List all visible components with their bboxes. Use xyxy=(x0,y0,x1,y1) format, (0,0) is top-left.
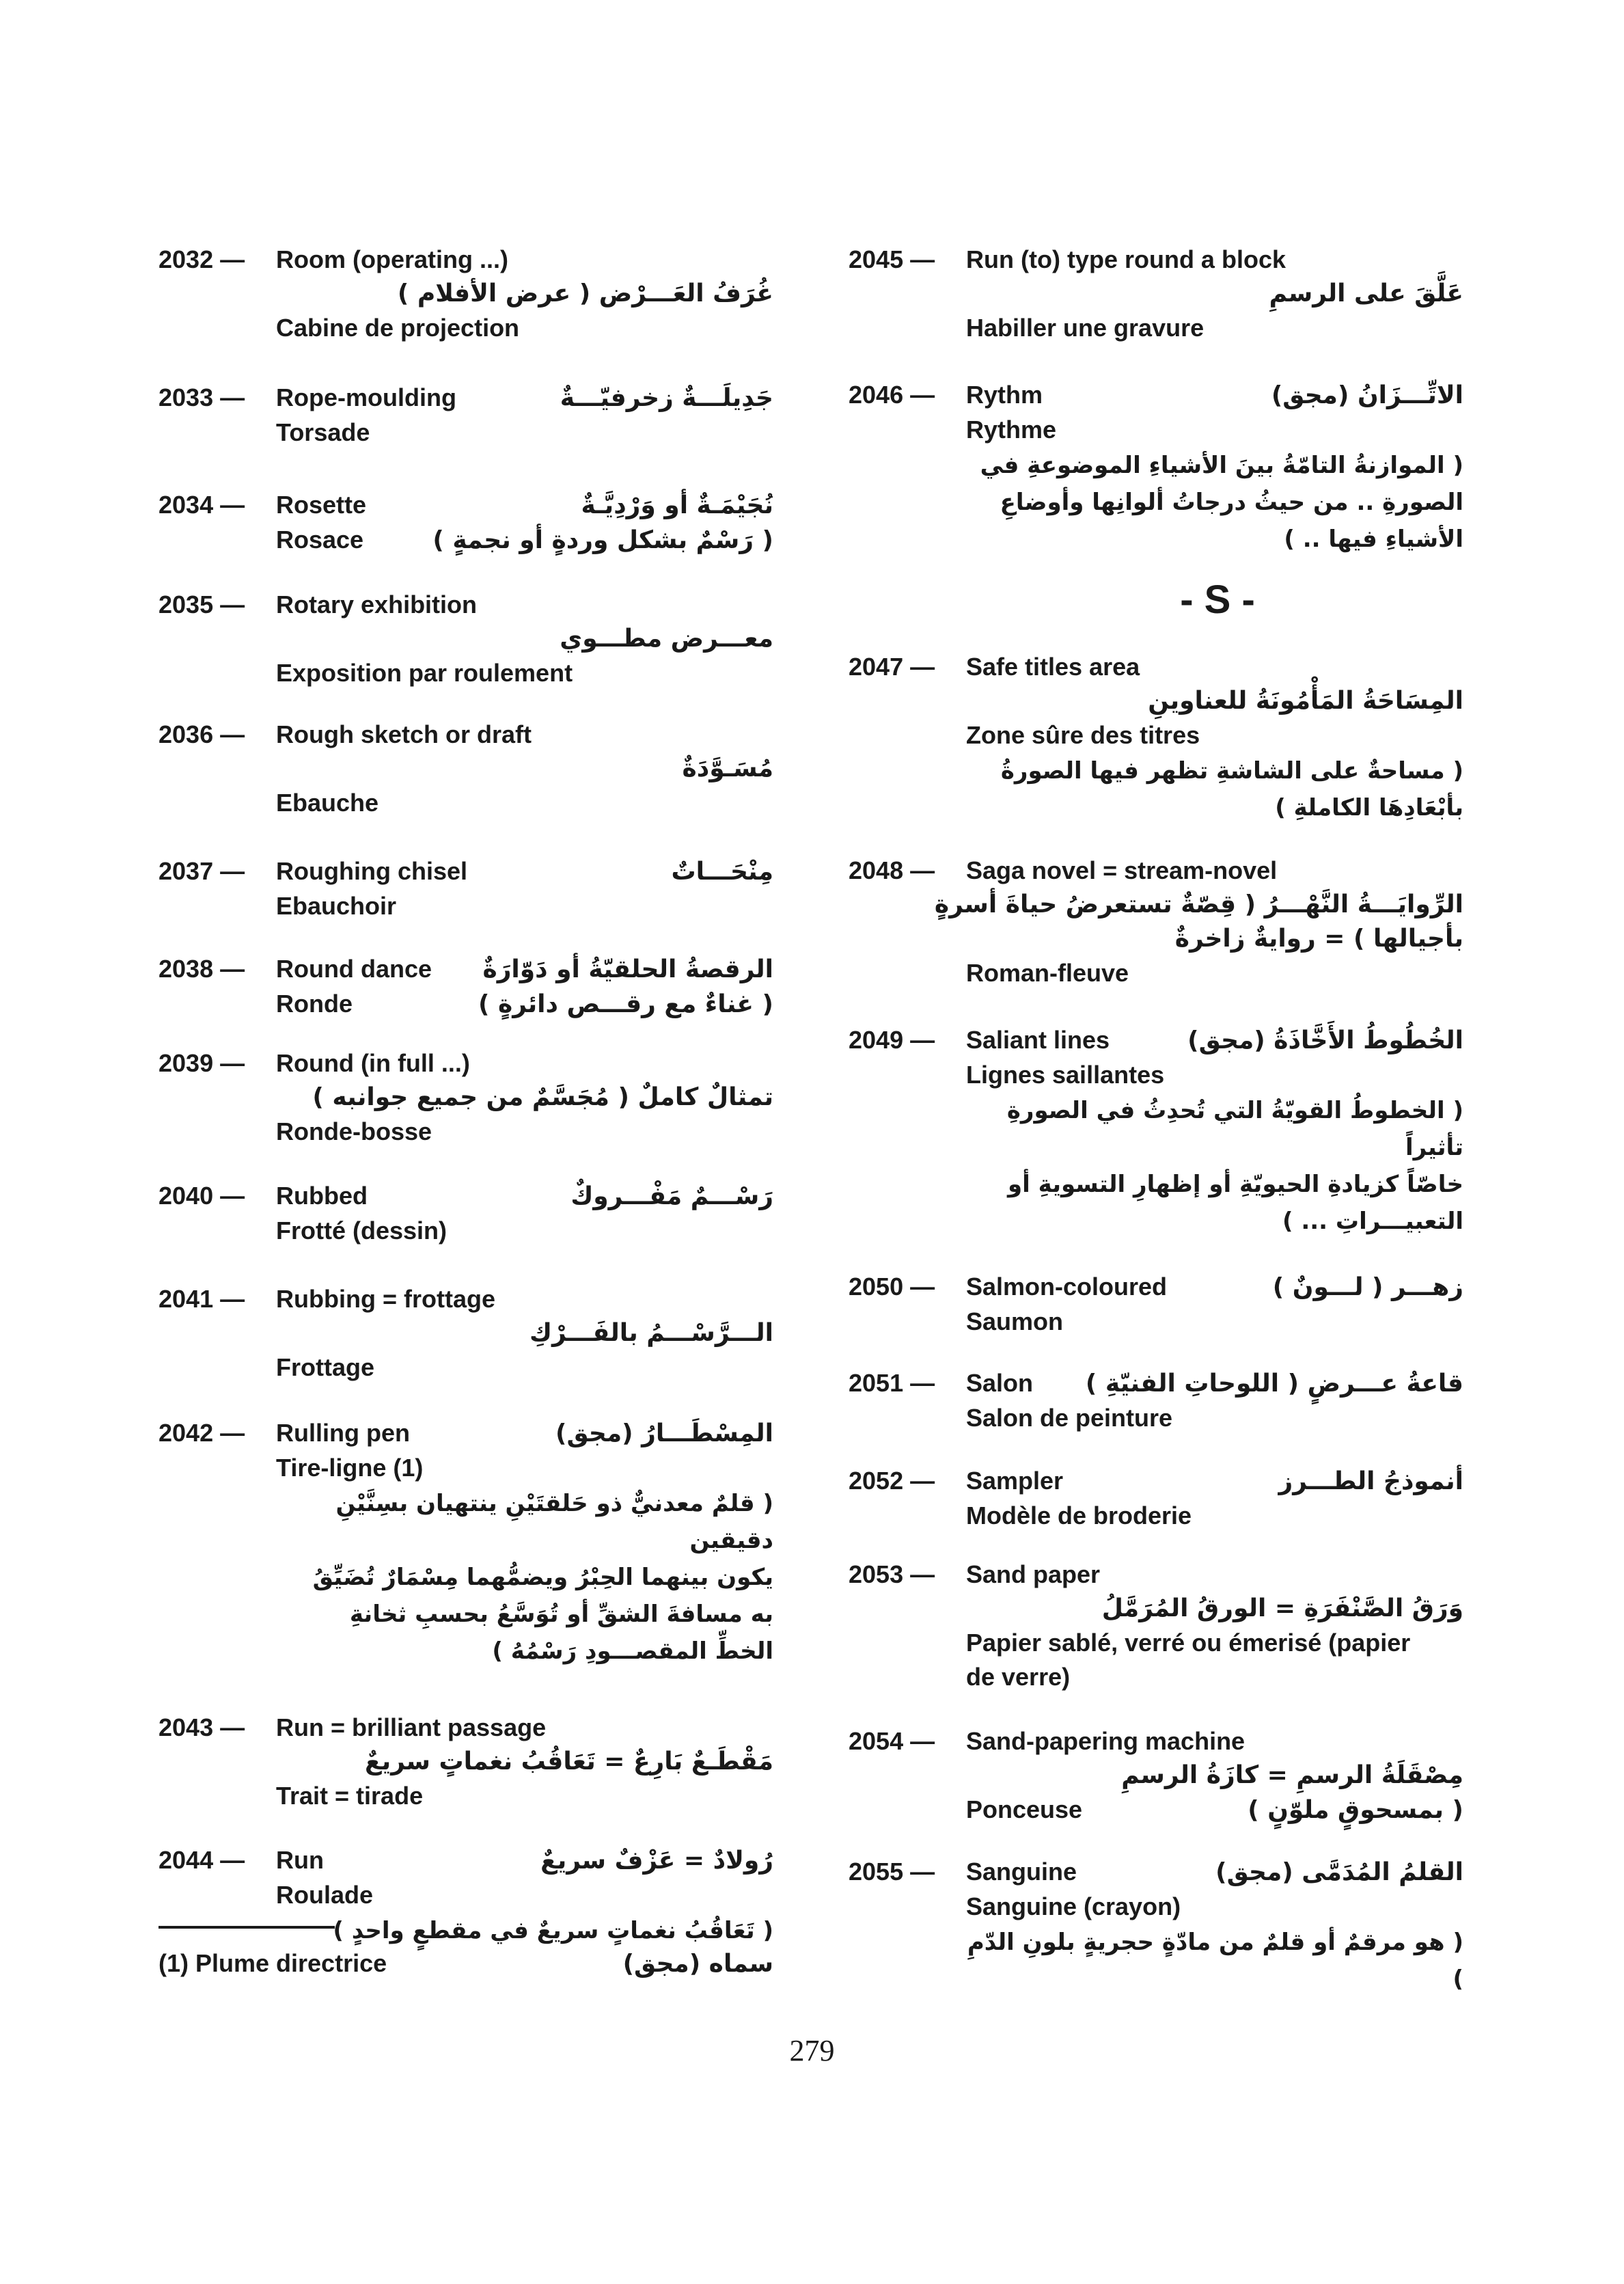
entry-line xyxy=(966,277,1463,311)
term-text: Saumon xyxy=(966,1307,1064,1335)
page-number: 279 xyxy=(789,2034,835,2067)
dictionary-entry xyxy=(159,243,773,345)
arabic-term: ( بمسحوقٍ ملوّنٍ ) xyxy=(1248,1796,1463,1824)
term-text: Rough sketch or draft xyxy=(276,720,532,748)
arabic-term: غُرَفُ العَـــرْض ( عرض الأفلام ) xyxy=(397,280,773,308)
entry-line xyxy=(966,243,1463,277)
entry-body xyxy=(966,1023,1463,1240)
entry-line xyxy=(276,854,773,889)
term-text: Zone sûre des titres xyxy=(966,721,1200,749)
term-text: Rythme xyxy=(966,416,1057,444)
term-text: Lignes saillantes xyxy=(966,1061,1165,1089)
entry-number: 2053 — xyxy=(849,1560,935,1588)
dictionary-entry xyxy=(849,1270,1463,1339)
entry-number: 2049 — xyxy=(849,1026,935,1054)
arabic-definition: ( الخطوطُ القويّةُ التي تُحدِثُ في الصورةِ تأثيراً xyxy=(1006,1097,1463,1161)
term-text: Cabine de projection xyxy=(276,314,520,342)
arabic-term: مِنْحَـــاتٌ xyxy=(671,858,773,886)
term-text: Exposition par roulement xyxy=(276,659,573,687)
arabic-definition: التعبيـــراتِ ... ) xyxy=(1282,1208,1463,1235)
dictionary-entry xyxy=(849,650,1463,826)
term-text: Rosette xyxy=(276,491,367,519)
term-text: Roman-fleuve xyxy=(966,959,1129,987)
entry-line xyxy=(276,1416,773,1451)
entry-body xyxy=(966,1558,1463,1694)
dictionary-entry xyxy=(159,1046,773,1149)
entry-line xyxy=(276,311,773,345)
entry-body xyxy=(966,1464,1463,1533)
term-text: Sand paper xyxy=(966,1560,1101,1588)
entry-line xyxy=(276,1080,773,1115)
arabic-term: مَقْطَـعٌ بَارِعٌ = تَعَاقُبُ نغماتٍ سريعٌ xyxy=(365,1748,773,1776)
arabic-definition: الخطِّ المقصـــودِ رَسْمُهُ ) xyxy=(492,1637,773,1665)
entry-number: 2034 — xyxy=(159,491,245,519)
entry-number: 2044 — xyxy=(159,1846,245,1874)
entry-line xyxy=(276,277,773,311)
entry-line xyxy=(966,1626,1463,1660)
dictionary-entry xyxy=(849,854,1463,990)
dictionary-entry xyxy=(849,1023,1463,1240)
entry-line xyxy=(966,378,1463,413)
entry-line xyxy=(276,1878,773,1912)
entry-body xyxy=(276,488,773,558)
term-text: Sanguine xyxy=(966,1858,1077,1886)
arabic-definition: بأبْعَادِهَا الكاملةِ ) xyxy=(1275,794,1463,821)
term-text: Rulling pen xyxy=(276,1419,410,1447)
term-text: Ronde-bosse xyxy=(276,1117,432,1145)
arabic-term: المِسَاحَةُ المَأْمُونَةُ للعناوينِ xyxy=(1148,687,1463,715)
dictionary-entry xyxy=(159,1711,773,1813)
entry-number: 2047 — xyxy=(849,653,935,681)
entry-number: 2037 — xyxy=(159,857,245,885)
entry-number: 2046 — xyxy=(849,381,935,409)
entry-line xyxy=(966,1270,1463,1305)
term-text: Saga novel = stream-novel xyxy=(966,856,1278,884)
term-text: Frottage xyxy=(276,1353,374,1381)
entry-body xyxy=(276,1416,773,1670)
entry-number: 2035 — xyxy=(159,590,245,618)
entry-line xyxy=(276,1282,773,1316)
arabic-definition: يكون بينهما الحِبْرُ ويضمُّهما مِسْمَارٌ تُضَيِّقُ xyxy=(312,1564,773,1591)
term-text: Modèle de broderie xyxy=(966,1501,1192,1530)
arabic-term: الـــرَّسْـــمُ بالفَـــرْكِ xyxy=(529,1319,773,1347)
entry-line xyxy=(276,656,773,690)
entry-body xyxy=(276,1282,773,1385)
arabic-term: مُسَـوَّدَةٌ xyxy=(682,754,773,783)
term-text: Room (operating ...) xyxy=(276,245,508,273)
entry-line xyxy=(966,1366,1463,1401)
entry-number: 2048 — xyxy=(849,856,935,884)
entry-number: 2055 — xyxy=(849,1858,935,1886)
dictionary-entry xyxy=(159,588,773,690)
term-text: Roulade xyxy=(276,1881,374,1909)
arabic-definition: به مسافةَ الشقِّ أو تُوَسَّعُ بحسبِ ثخانةِ xyxy=(349,1601,773,1628)
entry-line xyxy=(276,622,773,656)
entry-line xyxy=(276,952,773,987)
entry-number: 2040 — xyxy=(159,1182,245,1210)
term-text: Habiller une gravure xyxy=(966,314,1205,342)
entry-line xyxy=(966,1592,1463,1626)
entry-number: 2036 — xyxy=(159,720,245,748)
right-column-bottom xyxy=(849,650,1463,1998)
term-text: Safe titles area xyxy=(966,653,1140,681)
entry-line xyxy=(966,1058,1463,1092)
entry-number: 2038 — xyxy=(159,955,245,983)
entry-body xyxy=(276,952,773,1022)
entry-line xyxy=(276,1115,773,1149)
term-text: Sanguine (crayon) xyxy=(966,1892,1181,1920)
term-text: Round (in full ...) xyxy=(276,1049,470,1077)
term-text: Salmon-coloured xyxy=(966,1273,1168,1301)
term-text: Sand-papering machine xyxy=(966,1727,1245,1755)
term-text: Run xyxy=(276,1846,324,1874)
entry-line xyxy=(966,650,1463,684)
entry-line xyxy=(276,1745,773,1779)
arabic-definition: الأشياءِ فيها .. ) xyxy=(1284,526,1463,553)
entry-number: 2033 — xyxy=(159,383,245,411)
dictionary-entry xyxy=(159,381,773,450)
left-column xyxy=(159,243,773,1949)
dictionary-entry xyxy=(159,1179,773,1248)
entry-line xyxy=(276,1451,773,1485)
entry-line xyxy=(276,786,773,820)
footnote xyxy=(159,1949,773,1978)
term-text: Ebauche xyxy=(276,789,379,817)
term-text: Torsade xyxy=(276,418,370,446)
term-text: Rotary exhibition xyxy=(276,590,478,618)
entry-line xyxy=(966,1023,1463,1058)
term-text: Salon xyxy=(966,1369,1034,1397)
entry-body xyxy=(966,1855,1463,1998)
dictionary-entry xyxy=(849,1724,1463,1827)
arabic-term: وَرَقُ الصَّنْفَرَةِ = الورقُ المُرَمَّلُ xyxy=(1101,1594,1463,1622)
entry-line xyxy=(276,718,773,752)
term-text: Frotté (dessin) xyxy=(276,1216,448,1245)
term-text: Papier sablé, verré ou émerisé (papier xyxy=(966,1629,1411,1657)
entry-line xyxy=(966,1305,1463,1339)
entry-line xyxy=(276,987,773,1022)
dictionary-entry xyxy=(159,1416,773,1670)
term-text: Rosace xyxy=(276,526,364,554)
arabic-term: تمثالٌ كاملٌ ( مُجَسَّمٌ من جميع جوانبه ) xyxy=(312,1083,773,1111)
arabic-term: زهـــر ( لـــونٌ ) xyxy=(1272,1273,1463,1301)
term-text: Sampler xyxy=(966,1467,1064,1495)
term-text: Salon de peinture xyxy=(966,1404,1173,1432)
arabic-term: القلمُ المُدَمَّى (مجق) xyxy=(1215,1858,1463,1886)
term-text: Run = brilliant passage xyxy=(276,1713,547,1741)
term-text: Roughing chisel xyxy=(276,857,468,885)
entry-number: 2042 — xyxy=(159,1419,245,1447)
entry-line xyxy=(276,752,773,786)
term-text: Run (to) type round a block xyxy=(966,245,1286,273)
entry-line xyxy=(966,1724,1463,1758)
entry-line xyxy=(966,718,1463,752)
entry-number: 2041 — xyxy=(159,1285,245,1313)
arabic-term: الاتِّـــزَانُ (مجق) xyxy=(1271,381,1463,409)
entry-body xyxy=(966,1724,1463,1827)
entry-line xyxy=(966,1758,1463,1793)
arabic-term: بأجيالها ) = روايةٌ زاخرةٌ xyxy=(1174,925,1463,953)
entry-body xyxy=(966,1366,1463,1435)
entry-line xyxy=(276,1843,773,1878)
dictionary-entry xyxy=(849,1855,1463,1998)
entry-line xyxy=(276,1046,773,1080)
entry-line xyxy=(276,1179,773,1214)
entry-body xyxy=(276,381,773,450)
arabic-term: نُجَيْمَـةٌ أو وَرْدِيَّـةٌ xyxy=(581,491,773,519)
arabic-definition: ( قلمٌ معدنيٌّ ذو حَلقتَيْنِ ينتهيان بسِنَّيْنِ دقيقين xyxy=(335,1490,773,1554)
entry-line xyxy=(276,1214,773,1248)
arabic-term: قاعةُ عـــرضٍ ( اللوحاتِ الفنيّةِ ) xyxy=(1085,1370,1463,1398)
arabic-term: جَدِيلَـــةٌ زخرفيّـــةٌ xyxy=(560,384,773,412)
arabic-definition: ( مساحةٌ على الشاشةِ تظهر فيها الصورةُ xyxy=(1000,757,1463,785)
dictionary-entry xyxy=(849,1558,1463,1694)
section-letter-s: - S - xyxy=(1180,577,1255,622)
right-column xyxy=(849,243,1463,1998)
entry-line xyxy=(966,956,1463,990)
entry-body xyxy=(276,1179,773,1248)
entry-line xyxy=(966,1793,1463,1827)
entry-body xyxy=(276,1046,773,1149)
entry-number: 2051 — xyxy=(849,1369,935,1397)
entry-line xyxy=(966,1464,1463,1499)
right-column-top xyxy=(849,243,1463,558)
arabic-term: الرِّوايَـــةُ النَّهْـــرُ ( قِصّةٌ تستعرضُ حياةَ أسرةٍ xyxy=(934,891,1463,919)
entry-line xyxy=(966,1401,1463,1435)
term-text: de verre) xyxy=(966,1663,1071,1691)
entry-line xyxy=(276,243,773,277)
arabic-term: المِسْطَـــارُ (مجق) xyxy=(555,1419,773,1447)
term-text: Rythm xyxy=(966,381,1043,409)
dictionary-entry xyxy=(159,1843,773,1949)
entry-number: 2050 — xyxy=(849,1273,935,1301)
entry-line xyxy=(966,922,1463,956)
dictionary-entry xyxy=(159,718,773,820)
entry-line xyxy=(966,1558,1463,1592)
dictionary-entry xyxy=(849,1366,1463,1435)
dictionary-entry xyxy=(159,488,773,558)
arabic-term: عَلَّقَ على الرسمِ xyxy=(1269,280,1463,308)
entry-line xyxy=(276,381,773,416)
arabic-definition: خاصّاً كزيادةِ الحيويّةِ أو إظهارِ التسويةِ أو xyxy=(1007,1171,1463,1198)
term-text: Rope-moulding xyxy=(276,383,456,411)
entry-body xyxy=(934,854,1463,990)
entry-line xyxy=(966,1855,1463,1890)
arabic-term: أنموذجُ الطـــرز xyxy=(1278,1467,1463,1495)
footnote-divider xyxy=(159,1926,335,1929)
arabic-definition: ( هو مرقمٌ أو قلمٌ من مادّةٍ حجريةٍ بلونِ الدّمِ ) xyxy=(967,1929,1463,1993)
dictionary-entry xyxy=(849,243,1463,345)
entry-body xyxy=(966,650,1463,826)
entry-number: 2043 — xyxy=(159,1713,245,1741)
term-text: Round dance xyxy=(276,955,432,983)
entry-line xyxy=(276,523,773,558)
entry-body xyxy=(276,243,773,345)
entry-line xyxy=(934,888,1463,922)
entry-body xyxy=(966,1270,1463,1339)
entry-body xyxy=(966,243,1463,345)
dictionary-entry xyxy=(849,378,1463,558)
entry-line xyxy=(966,311,1463,345)
entry-number: 2045 — xyxy=(849,245,935,273)
term-text: Tire-ligne (1) xyxy=(276,1454,424,1482)
arabic-definition: ( تَعَاقُبُ نغماتٍ سريعٌ في مقطعٍ واحدٍ ) xyxy=(333,1917,773,1944)
entry-line xyxy=(966,684,1463,718)
entry-body xyxy=(276,1711,773,1813)
term-text: Saliant lines xyxy=(966,1026,1110,1054)
entry-line xyxy=(276,488,773,523)
entry-line xyxy=(276,1711,773,1745)
term-text: Trait = tirade xyxy=(276,1782,424,1810)
entry-line xyxy=(966,1890,1463,1924)
footnote-arabic: سماه (مجق) xyxy=(622,1950,773,1978)
entry-line xyxy=(276,416,773,450)
entry-number: 2032 — xyxy=(159,245,245,273)
dictionary-entry xyxy=(849,1464,1463,1533)
entry-number: 2039 — xyxy=(159,1049,245,1077)
term-text: Rubbing = frottage xyxy=(276,1285,495,1313)
dictionary-entry xyxy=(159,952,773,1022)
entry-number: 2052 — xyxy=(849,1467,935,1495)
entry-line xyxy=(276,1779,773,1813)
arabic-term: الخُطُوطُ الأَخَّاذَةُ (مجق) xyxy=(1187,1027,1463,1055)
arabic-term: ( رَسْمٌ بشكل وردةٍ أو نجمةٍ ) xyxy=(432,526,773,554)
entry-number: 2054 — xyxy=(849,1727,935,1755)
entry-line xyxy=(966,1660,1463,1694)
entry-line xyxy=(276,588,773,622)
entry-line xyxy=(276,889,773,923)
entry-line xyxy=(276,1316,773,1350)
arabic-term: ( غناءٌ مع رقـــص دائرةٍ ) xyxy=(478,990,773,1018)
entry-body xyxy=(276,1843,773,1949)
entry-line xyxy=(276,1350,773,1385)
entry-body xyxy=(276,588,773,690)
term-text: Ebauchoir xyxy=(276,892,397,920)
arabic-term: رَسْـــمٌ مَفْـــروكٌ xyxy=(570,1182,773,1210)
arabic-term: معـــرض مطـــوي xyxy=(560,625,773,653)
entry-line xyxy=(966,413,1463,447)
term-text: Ronde xyxy=(276,990,353,1018)
entry-body xyxy=(276,718,773,820)
entry-line xyxy=(966,1499,1463,1533)
dictionary-entry xyxy=(159,854,773,923)
dictionary-entry xyxy=(159,1282,773,1385)
term-text: Rubbed xyxy=(276,1182,368,1210)
arabic-term: الرقصةُ الحلقيّةُ أو دَوّارَةٌ xyxy=(482,955,773,983)
footnote-text: (1) Plume directrice xyxy=(159,1949,387,1977)
arabic-definition: الصورةِ .. من حيثُ درجاتُ ألوانِها وأوضاعِ xyxy=(1000,489,1463,516)
entry-body xyxy=(966,378,1463,558)
entry-line xyxy=(966,854,1463,888)
arabic-term: مِصْقَلَةُ الرسمِ = كازَةُ الرسمِ xyxy=(1121,1761,1463,1789)
arabic-definition: ( الموازنةُ التامّةُ بينَ الأشياءِ الموضوعةِ في xyxy=(980,452,1463,479)
entry-body xyxy=(276,854,773,923)
arabic-term: رُولادٌ = عَزْفٌ سريعٌ xyxy=(540,1847,773,1875)
term-text: Ponceuse xyxy=(966,1795,1083,1823)
